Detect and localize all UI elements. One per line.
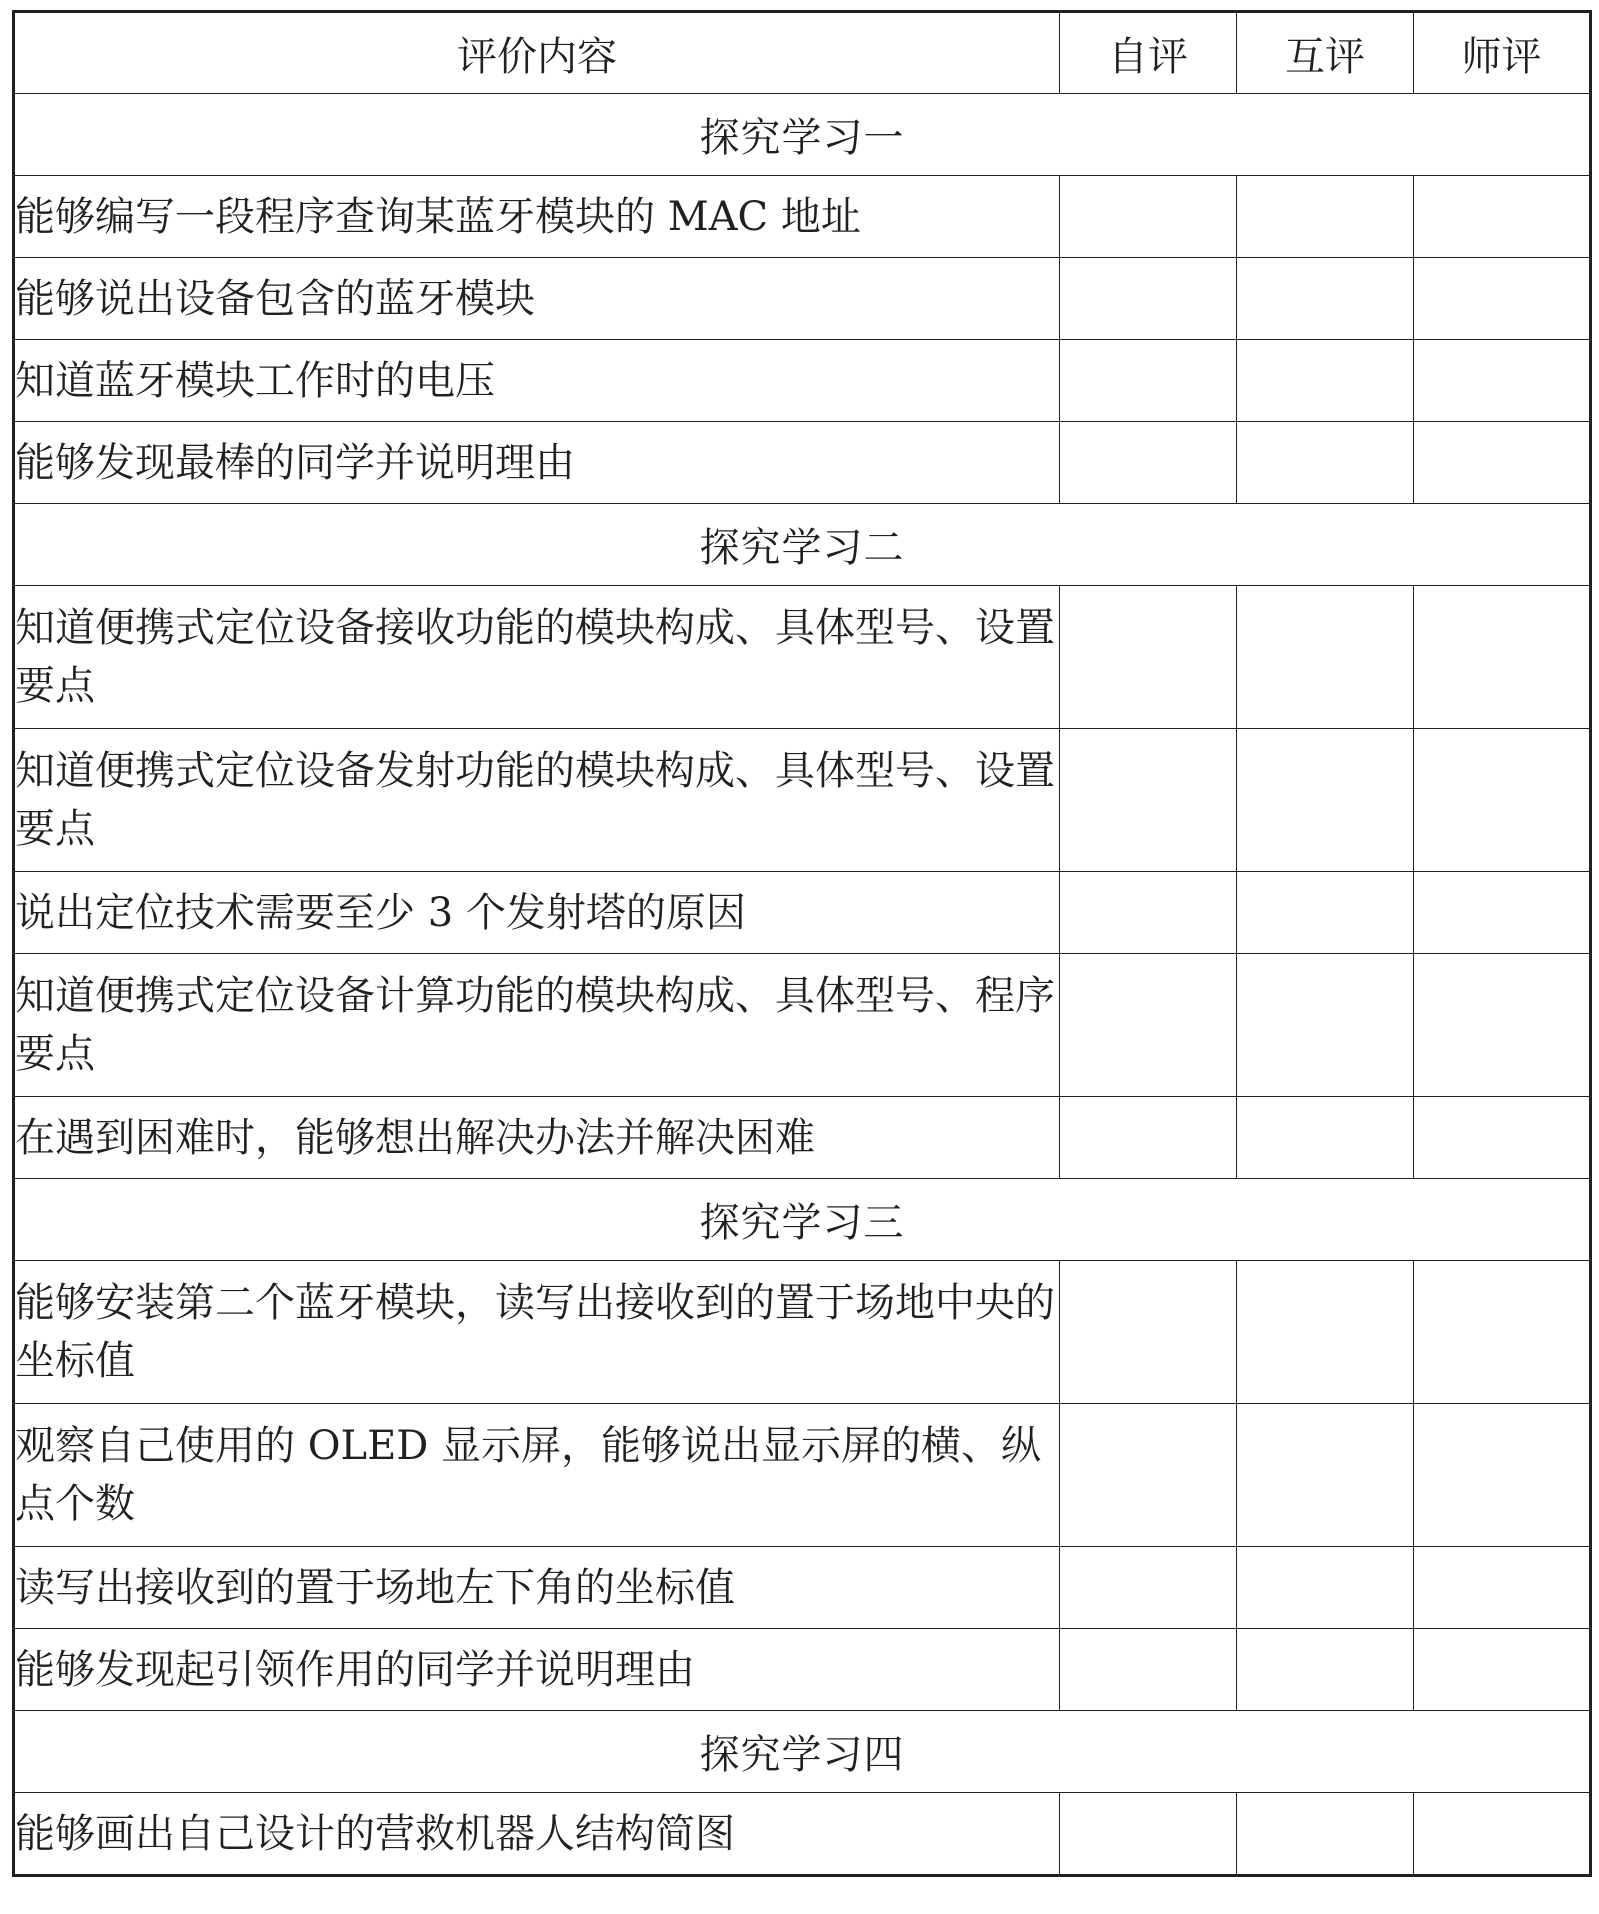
item-text: 说出定位技术需要至少 3 个发射塔的原因 <box>14 872 1060 954</box>
evaluation-table <box>12 10 1592 1877</box>
table-row <box>14 1404 1591 1547</box>
section-title: 探究学习四 <box>14 1711 1591 1793</box>
self-rating-cell[interactable] <box>1060 1261 1237 1404</box>
teacher-rating-cell[interactable] <box>1414 422 1591 504</box>
item-text: 在遇到困难时，能够想出解决办法并解决困难 <box>14 1097 1060 1179</box>
teacher-rating-cell[interactable] <box>1414 872 1591 954</box>
table-row <box>14 176 1591 258</box>
table-row <box>14 586 1591 729</box>
item-text: 知道蓝牙模块工作时的电压 <box>14 340 1060 422</box>
self-rating-cell[interactable] <box>1060 1793 1237 1876</box>
self-rating-cell[interactable] <box>1060 872 1237 954</box>
item-text: 观察自己使用的 OLED 显示屏，能够说出显示屏的横、纵点个数 <box>14 1404 1060 1547</box>
section-title: 探究学习三 <box>14 1179 1591 1261</box>
item-text: 能够编写一段程序查询某蓝牙模块的 MAC 地址 <box>14 176 1060 258</box>
header-teacher: 师评 <box>1414 12 1591 94</box>
table-row <box>14 729 1591 872</box>
teacher-rating-cell[interactable] <box>1414 1404 1591 1547</box>
table-row <box>14 1629 1591 1711</box>
teacher-rating-cell[interactable] <box>1414 258 1591 340</box>
header-content: 评价内容 <box>14 12 1060 94</box>
teacher-rating-cell[interactable] <box>1414 1629 1591 1711</box>
self-rating-cell[interactable] <box>1060 1629 1237 1711</box>
peer-rating-cell[interactable] <box>1237 176 1414 258</box>
self-rating-cell[interactable] <box>1060 954 1237 1097</box>
teacher-rating-cell[interactable] <box>1414 1793 1591 1876</box>
self-rating-cell[interactable] <box>1060 1404 1237 1547</box>
item-text: 读写出接收到的置于场地左下角的坐标值 <box>14 1547 1060 1629</box>
header-self: 自评 <box>1060 12 1237 94</box>
item-text: 知道便携式定位设备计算功能的模块构成、具体型号、程序要点 <box>14 954 1060 1097</box>
section-row <box>14 1179 1591 1261</box>
section-title: 探究学习二 <box>14 504 1591 586</box>
table-row <box>14 1547 1591 1629</box>
item-text: 能够画出自己设计的营救机器人结构简图 <box>14 1793 1060 1876</box>
self-rating-cell[interactable] <box>1060 1097 1237 1179</box>
self-rating-cell[interactable] <box>1060 258 1237 340</box>
peer-rating-cell[interactable] <box>1237 872 1414 954</box>
self-rating-cell[interactable] <box>1060 340 1237 422</box>
self-rating-cell[interactable] <box>1060 176 1237 258</box>
table-row <box>14 1261 1591 1404</box>
peer-rating-cell[interactable] <box>1237 1629 1414 1711</box>
peer-rating-cell[interactable] <box>1237 1547 1414 1629</box>
table-row <box>14 422 1591 504</box>
item-text: 知道便携式定位设备发射功能的模块构成、具体型号、设置要点 <box>14 729 1060 872</box>
peer-rating-cell[interactable] <box>1237 1097 1414 1179</box>
teacher-rating-cell[interactable] <box>1414 1547 1591 1629</box>
teacher-rating-cell[interactable] <box>1414 1261 1591 1404</box>
peer-rating-cell[interactable] <box>1237 729 1414 872</box>
item-text: 能够说出设备包含的蓝牙模块 <box>14 258 1060 340</box>
section-row <box>14 94 1591 176</box>
peer-rating-cell[interactable] <box>1237 340 1414 422</box>
table-row <box>14 1097 1591 1179</box>
self-rating-cell[interactable] <box>1060 1547 1237 1629</box>
table-row <box>14 1793 1591 1876</box>
self-rating-cell[interactable] <box>1060 422 1237 504</box>
section-row <box>14 1711 1591 1793</box>
item-text: 能够发现起引领作用的同学并说明理由 <box>14 1629 1060 1711</box>
header-row <box>14 12 1591 94</box>
section-row <box>14 504 1591 586</box>
section-title: 探究学习一 <box>14 94 1591 176</box>
peer-rating-cell[interactable] <box>1237 1793 1414 1876</box>
teacher-rating-cell[interactable] <box>1414 954 1591 1097</box>
self-rating-cell[interactable] <box>1060 729 1237 872</box>
peer-rating-cell[interactable] <box>1237 422 1414 504</box>
item-text: 知道便携式定位设备接收功能的模块构成、具体型号、设置要点 <box>14 586 1060 729</box>
teacher-rating-cell[interactable] <box>1414 340 1591 422</box>
teacher-rating-cell[interactable] <box>1414 729 1591 872</box>
teacher-rating-cell[interactable] <box>1414 1097 1591 1179</box>
header-peer: 互评 <box>1237 12 1414 94</box>
table-row <box>14 258 1591 340</box>
item-text: 能够发现最棒的同学并说明理由 <box>14 422 1060 504</box>
table-row <box>14 954 1591 1097</box>
peer-rating-cell[interactable] <box>1237 258 1414 340</box>
peer-rating-cell[interactable] <box>1237 586 1414 729</box>
peer-rating-cell[interactable] <box>1237 954 1414 1097</box>
table-row <box>14 340 1591 422</box>
item-text: 能够安装第二个蓝牙模块，读写出接收到的置于场地中央的坐标值 <box>14 1261 1060 1404</box>
teacher-rating-cell[interactable] <box>1414 586 1591 729</box>
teacher-rating-cell[interactable] <box>1414 176 1591 258</box>
table-row <box>14 872 1591 954</box>
self-rating-cell[interactable] <box>1060 586 1237 729</box>
peer-rating-cell[interactable] <box>1237 1261 1414 1404</box>
peer-rating-cell[interactable] <box>1237 1404 1414 1547</box>
